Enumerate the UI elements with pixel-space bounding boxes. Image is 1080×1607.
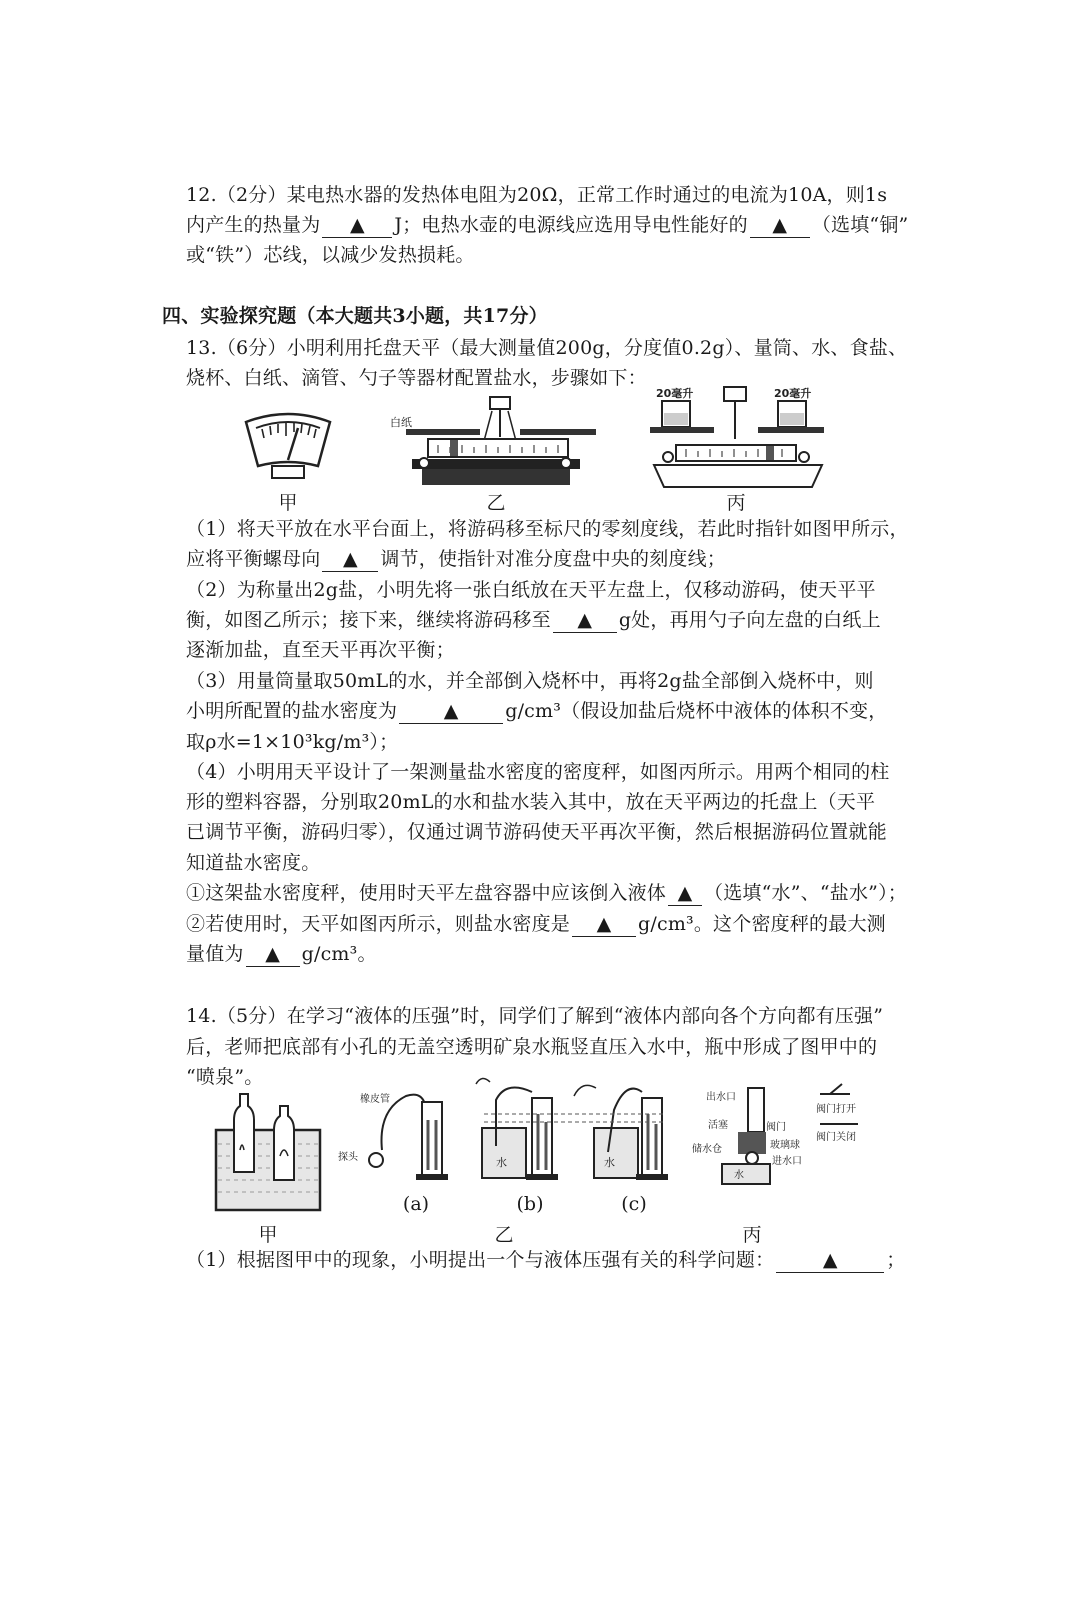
q12-line2 xyxy=(186,213,908,238)
q13-p4-text-c: ②若使用时，天平如图丙所示，则盐水密度是 xyxy=(186,913,571,935)
q14-blank-question: ▲ xyxy=(776,1248,884,1273)
tube-label: 橡皮管 xyxy=(360,1094,390,1105)
q13-label-yi: 乙 xyxy=(486,492,506,514)
q13-p3-text-b: g/cm³（假设加盐后烧杯中液体的体积不变， xyxy=(505,700,888,722)
q14-label-bing: 丙 xyxy=(742,1224,762,1246)
q13-p2-line2 xyxy=(186,608,881,633)
water-label-d: 水 xyxy=(734,1170,744,1181)
q13-label-bing: 丙 xyxy=(726,492,746,514)
q13-p3-line3: 取ρ水=1×10³kg/m³）； xyxy=(186,731,399,753)
q13-p2-text-b: g处，再用勺子向左盘的白纸上 xyxy=(618,609,881,631)
q13-label-jia: 甲 xyxy=(278,492,298,514)
q13-p4-text-f: g/cm³。 xyxy=(301,943,377,965)
water-label-b: 水 xyxy=(496,1156,507,1169)
q14-line1: 14.（5分）在学习“液体的压强”时，同学们了解到“液体内部向各个方向都有压强” xyxy=(186,1005,884,1027)
q13-p4-text-d: g/cm³。这个密度秤的最大测 xyxy=(638,913,886,935)
q13-p4-text-b: （选填“水”、“盐水”）； xyxy=(704,882,907,904)
tank-label: 储水仓 xyxy=(692,1144,722,1155)
q13-blank-direction: ▲ xyxy=(322,547,378,572)
probe-label: 探头 xyxy=(338,1152,358,1163)
q12-blank-heat: ▲ xyxy=(322,213,392,238)
ball-label: 玻璃球 xyxy=(770,1140,800,1151)
q14-figure-bing xyxy=(690,1082,870,1192)
q13-p4-line1: （4）小明用天平设计了一架测量盐水密度的密度秤，如图丙所示。用两个相同的柱 xyxy=(186,761,890,783)
q13-blank-density: ▲ xyxy=(399,699,503,724)
paper-label: 白纸 xyxy=(390,416,412,429)
q14-line3: “喷泉”。 xyxy=(186,1066,264,1088)
q13-blank-salt-density: ▲ xyxy=(572,912,636,937)
valve-open-label: 阀门打开 xyxy=(816,1104,856,1115)
q13-figure-yi xyxy=(388,393,603,491)
q14-figure-yi xyxy=(336,1070,676,1195)
q13-line1: 13.（6分）小明利用托盘天平（最大测量值200g，分度值0.2g）、量筒、水、食盐、 xyxy=(186,337,908,359)
q13-p1-text-b: 调节，使指针对准分度盘中央的刻度线； xyxy=(380,548,727,570)
q13-p4-line4: 知道盐水密度。 xyxy=(186,852,321,874)
inlet-label: 进水口 xyxy=(772,1156,802,1167)
q13-p4-text-a: ①这架盐水密度秤，使用时天平左盘容器中应该倒入液体 xyxy=(186,882,667,904)
q13-p3-line2 xyxy=(186,699,887,724)
q12-blank-material: ▲ xyxy=(750,213,810,238)
q13-figure-jia xyxy=(238,408,338,480)
q14-label-yi: 乙 xyxy=(494,1224,514,1246)
q13-p4-line2: 形的塑料容器，分别取20mL的水和盐水装入其中，放在天平两边的托盘上（天平 xyxy=(186,791,876,813)
q13-blank-rider: ▲ xyxy=(553,608,617,633)
q13-p4-line7 xyxy=(186,942,377,967)
q12-line1: 12.（2分）某电热水器的发热体电阻为20Ω，正常工作时通过的电流为10A，则1s xyxy=(186,184,888,206)
q14-p1 xyxy=(186,1248,906,1273)
q13-p4-line5 xyxy=(186,881,907,906)
q13-p4-line6 xyxy=(186,912,886,937)
q13-p2-line3: 逐渐加盐，直至天平再次平衡； xyxy=(186,639,455,661)
section-heading: 四、实验探究题（本大题共3小题，共17分） xyxy=(162,305,548,327)
piston-label: 活塞 xyxy=(708,1120,728,1131)
valve-label: 阀门 xyxy=(766,1122,786,1133)
q14-line2: 后，老师把底部有小孔的无盖空透明矿泉水瓶竖直压入水中，瓶中形成了图甲中的 xyxy=(186,1036,878,1058)
q13-p2-text-a: 衡，如图乙所示；接下来，继续将游码移至 xyxy=(186,609,551,631)
q13-p2-line1: （2）为称量出2g盐，小明先将一张白纸放在天平左盘上，仅移动游码，使天平平 xyxy=(186,579,876,601)
q12-text-c: （选填“铜” xyxy=(811,214,909,236)
q12-text-a: 内产生的热量为 xyxy=(186,214,321,236)
q13-line2: 烧杯、白纸、滴管、勺子等器材配置盐水，步骤如下： xyxy=(186,367,647,389)
q13-p1-line1: （1）将天平放在水平台面上，将游码移至标尺的零刻度线，若此时指针如图甲所示， xyxy=(186,518,909,540)
q12-text-b: J；电热水壶的电源线应选用导电性能好的 xyxy=(394,214,748,236)
q13-p3-line1: （3）用量筒量取50mL的水，并全部倒入烧杯中，再将2g盐全部倒入烧杯中，则 xyxy=(186,670,874,692)
q14-p1-text: （1）根据图甲中的现象，小明提出一个与液体压强有关的科学问题： xyxy=(186,1249,775,1271)
q12-line3: 或“铁”）芯线，以减少发热损耗。 xyxy=(186,244,475,266)
q13-p4-line3: 已调节平衡，游码归零），仅通过调节游码使天平再次平衡，然后根据游码位置就能 xyxy=(186,821,887,843)
valve-closed-label: 阀门关闭 xyxy=(816,1132,856,1143)
cup-left-label: 20毫升 xyxy=(656,387,694,400)
q13-blank-max: ▲ xyxy=(246,942,300,967)
q13-p3-text-a: 小明所配置的盐水密度为 xyxy=(186,700,398,722)
q14-p1-end: ； xyxy=(886,1249,906,1271)
q13-p1-text-a: 应将平衡螺母向 xyxy=(186,548,321,570)
q14-sub-b: (b) xyxy=(516,1193,544,1215)
water-label-c: 水 xyxy=(604,1156,615,1169)
q14-label-jia: 甲 xyxy=(258,1224,278,1246)
q14-figure-jia xyxy=(208,1090,328,1215)
q13-blank-liquid: ▲ xyxy=(668,881,702,906)
outlet-label: 出水口 xyxy=(706,1092,736,1103)
q13-p1-line2 xyxy=(186,547,726,572)
q14-sub-c: (c) xyxy=(621,1193,647,1215)
cup-right-label: 20毫升 xyxy=(774,387,812,400)
q13-figure-bing xyxy=(646,383,831,493)
q14-sub-a: (a) xyxy=(402,1193,430,1215)
q13-p4-text-e: 量值为 xyxy=(186,943,244,965)
